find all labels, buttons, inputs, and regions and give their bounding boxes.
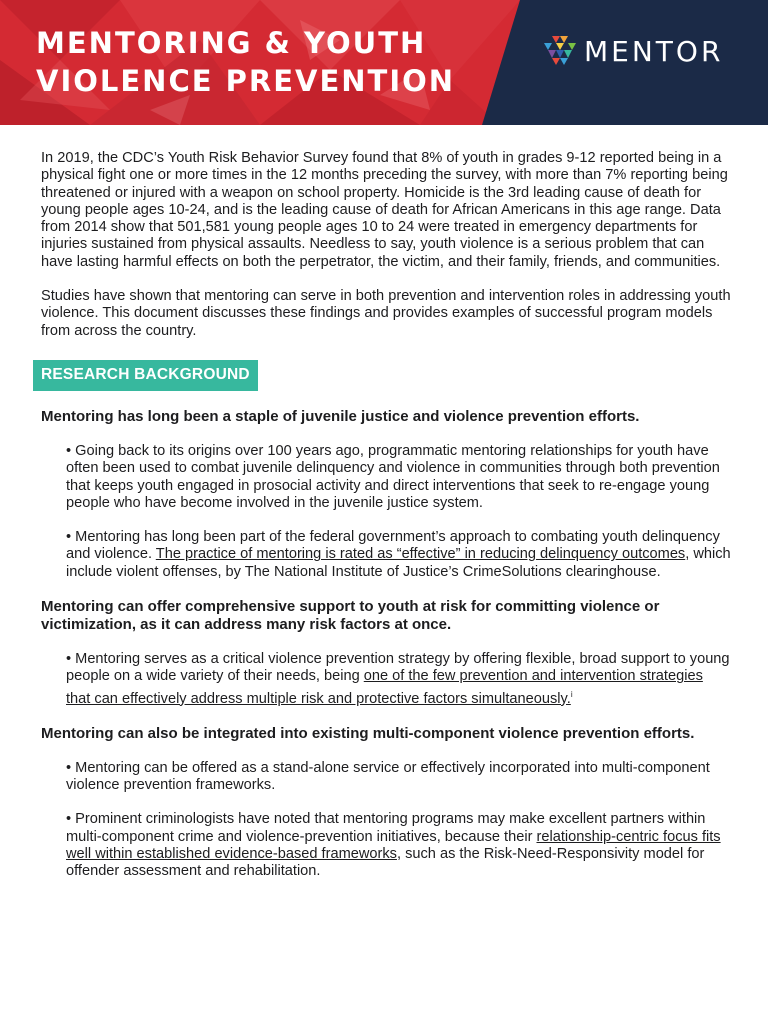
bullet-3-text-start: • Mentoring serves as a critical violence prevention strategy by offering flexible, broad support to young people on a wide variety of their needs, being <box>66 651 730 685</box>
bullet-5 <box>66 811 731 880</box>
footnote-marker: i <box>570 689 573 699</box>
bullet-5-text-start: • Prominent criminologists have noted that mentoring programs may make excellent partners within multi-component crime and violence-prevention initiatives, because their <box>66 811 706 845</box>
section-heading-research-background: RESEARCH BACKGROUND <box>33 360 258 391</box>
mentor-logo <box>540 34 723 68</box>
bullet-5-text-end: , such as the Risk-Need-Responsivity model for offender assessment and rehabilitation. <box>66 845 705 880</box>
point-heading-2: Mentoring can offer comprehensive support to youth at risk for committing violence or victimization, as it can address many risk factors at once. <box>41 598 660 634</box>
bullet-2-text-end: , which include violent offenses, by The National Institute of Justice’s CrimeSolutions clearinghouse. <box>66 546 731 580</box>
mentor-logo-text: MENTOR <box>584 34 724 68</box>
bullet-3 <box>66 651 731 708</box>
prevention-strategies-link[interactable]: one of the few prevention and intervention strategies that can effectively address multiple risk and protective factors simultaneously. <box>66 668 703 707</box>
mentor-logo-mark-icon <box>540 34 580 68</box>
point-heading-3: Mentoring can also be integrated into existing multi-component violence prevention efforts. <box>41 724 695 742</box>
effective-rating-link[interactable]: The practice of mentoring is rated as “effective” in reducing delinquency outcomes <box>155 546 686 563</box>
header-banner <box>0 0 768 125</box>
bullet-2-text-start: • Mentoring has long been part of the federal government’s approach to combating youth delinquency and violence. <box>66 529 720 563</box>
intro-paragraph-1: In 2019, the CDC’s Youth Risk Behavior Survey found that 8% of youth in grades 9-12 reported being in a physical fight one or more times in the 12 months preceding the survey, with more than 7% reporting being threatened or injured with a weapon on school property. Homicide is the 3rd leading cause of death for young people ages 10-24, and is the leading cause of death for African Americans in this age range. Data from 2014 show that 501,581 young people ages 10 to 24 were treated in emergency departments for injuries sustained from physical assaults. Needless to say, youth violence is a serious problem that can have lasting harmful effects on both the perpetrator, the victim, and their family, friends, and communities. <box>41 150 728 270</box>
document-body <box>41 150 731 881</box>
bullet-2 <box>66 529 731 581</box>
evidence-based-frameworks-link[interactable]: relationship-centric focus fits well within established evidence-based frameworks <box>66 828 721 862</box>
title-line-2: VIOLENCE PREVENTION <box>36 64 456 98</box>
bullet-4: • Mentoring can be offered as a stand-alone service or effectively incorporated into multi-component violence prevention frameworks. <box>66 759 710 794</box>
point-heading-1: Mentoring has long been a staple of juvenile justice and violence prevention efforts. <box>41 407 640 425</box>
title-line-1: MENTORING & YOUTH <box>36 26 427 60</box>
intro-paragraph-2: Studies have shown that mentoring can serve in both prevention and intervention roles in addressing youth violence. This document discusses these findings and provides examples of successful program models from across the country. <box>41 288 731 339</box>
page-title <box>36 24 455 100</box>
bullet-1: • Going back to its origins over 100 years ago, programmatic mentoring relationships for youth have often been used to combat juvenile delinquency and violence in communities through both prevention that keeps youth engaged in prosocial activity and direct interventions that seek to re-engage young people who have become involved in the juvenile justice system. <box>66 442 720 511</box>
